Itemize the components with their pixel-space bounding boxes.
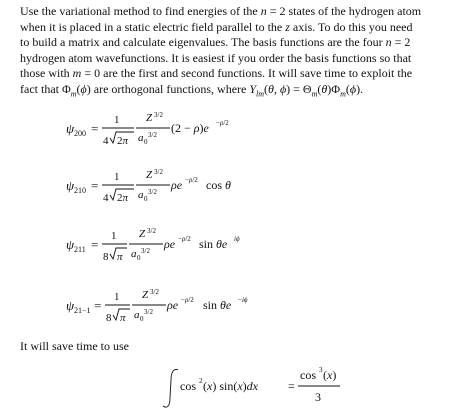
integral-cos-sup: 2 (199, 377, 203, 385)
psi210-znum-sup: 3/2 (154, 168, 163, 176)
psi211-zden-sup: 3/2 (141, 247, 150, 255)
psi200-zden-sub: 0 (144, 138, 148, 146)
integral-rhs-den: 3 (315, 390, 321, 404)
psi200-den-rad: 2π (117, 135, 129, 147)
psi21m1-den: 8 (106, 312, 112, 324)
psi200-zden-sup: 3/2 (148, 131, 157, 139)
equation-psi211 (0, 224, 474, 268)
problem-statement (20, 4, 468, 98)
psi200-znum: Z (146, 112, 153, 124)
psi200-tail-sup: −ρ/2 (216, 119, 229, 127)
psi211-num: 1 (111, 230, 117, 242)
psi210-tail: ρe (171, 178, 183, 192)
psi210-lhs-sub: 210 (74, 186, 86, 195)
psi21m1-tail-sin-sup: −iϕ (238, 296, 248, 304)
psi21m1-tail: ρe (167, 298, 179, 312)
psi200-lhs: ψ (66, 121, 75, 136)
statement-line-4: hydrogen atom wavefunctions. It is easiest if you order the basis functions so that (20, 50, 412, 65)
psi211-lhs: ψ (66, 237, 75, 252)
psi210-equals: = (91, 178, 99, 193)
psi210-tail-cos: cos θ (206, 178, 231, 192)
integral-rhs-num: cos (300, 368, 316, 382)
hint-line: It will save time to use (20, 339, 129, 353)
psi211-tail: ρe (164, 237, 176, 251)
psi210-zden-sub: 0 (144, 195, 148, 203)
psi211-lhs-sub: 211 (74, 245, 86, 254)
psi21m1-den-rad: π (120, 312, 126, 324)
psi200-num: 1 (114, 114, 120, 126)
psi21m1-num: 1 (114, 291, 120, 303)
psi210-zden-sup: 3/2 (148, 188, 157, 196)
psi200-zden: a (138, 132, 144, 144)
statement-line-5: those with m = 0 are the first and second functions. It will save time to exploit the (20, 66, 413, 81)
equation-psi200 (0, 108, 474, 152)
psi211-tail-sin: sin θe (199, 237, 228, 251)
psi21m1-equals: = (94, 298, 102, 313)
psi211-zden: a (131, 248, 137, 260)
psi210-num: 1 (114, 171, 120, 183)
integral-cos: cos (180, 379, 196, 393)
psi21m1-tail-sup: −ρ/2 (181, 296, 194, 304)
integral-body: (x) sin(x)dx (203, 379, 258, 393)
psi210-tail-sup: −ρ/2 (185, 176, 198, 184)
psi211-zden-sub: 0 (137, 254, 141, 262)
psi211-den: 8 (103, 251, 109, 263)
psi21m1-lhs: ψ (66, 298, 75, 313)
psi200-equals: = (91, 121, 99, 136)
statement-line-6: fact that $\Phi_m(\phi)$ are orthogonal functions, where $Y_{lm}(\theta$, $\phi) = \Theta_m(\theta)\Phi_m(\phi)$. (20, 81, 364, 98)
psi21m1-zden-sub: 0 (140, 315, 144, 323)
equation-integral (0, 360, 474, 416)
psi21m1-lhs-sub: 21−1 (74, 306, 91, 315)
psi21m1-zden: a (134, 309, 140, 321)
psi200-znum-sup: 3/2 (154, 111, 163, 119)
psi200-tail: (2 − ρ)e (171, 121, 209, 135)
psi210-zden: a (138, 189, 144, 201)
psi210-den-rad: 2π (117, 192, 129, 204)
psi211-tail-sup: −ρ/2 (178, 235, 191, 243)
psi21m1-znum: Z (142, 289, 149, 301)
psi200-den: 4 (103, 135, 109, 147)
psi211-equals: = (91, 237, 99, 252)
psi200-lhs-sub: 200 (74, 129, 86, 138)
psi21m1-tail-sin: sin θe (203, 298, 232, 312)
psi210-den: 4 (103, 192, 109, 204)
psi21m1-zden-sup: 3/2 (144, 308, 153, 316)
psi210-lhs: ψ (66, 178, 75, 193)
equation-psi21m1 (0, 285, 474, 329)
equation-psi210 (0, 165, 474, 209)
psi211-znum-sup: 3/2 (147, 227, 156, 235)
psi211-znum: Z (139, 228, 146, 240)
psi211-den-rad: π (117, 251, 123, 263)
integral-rhs-num-sup: 3 (319, 366, 323, 374)
integral-sign (163, 369, 178, 407)
statement-line-1: Use the variational method to find energies of the n = 2 states of the hydrogen atom (20, 4, 422, 18)
statement-line-3: to build a matrix and calculate eigenvalues. The basis functions are the four n = 2 (20, 35, 411, 50)
psi210-znum: Z (146, 169, 153, 181)
integral-equals: = (288, 379, 295, 393)
integral-rhs-num-arg: (x) (323, 368, 337, 382)
statement-line-2: when it is placed in a static electric field parallel to the z axis. To do this you need (20, 19, 413, 34)
psi211-tail-sin-sup: iϕ (234, 235, 240, 243)
psi21m1-znum-sup: 3/2 (150, 288, 159, 296)
